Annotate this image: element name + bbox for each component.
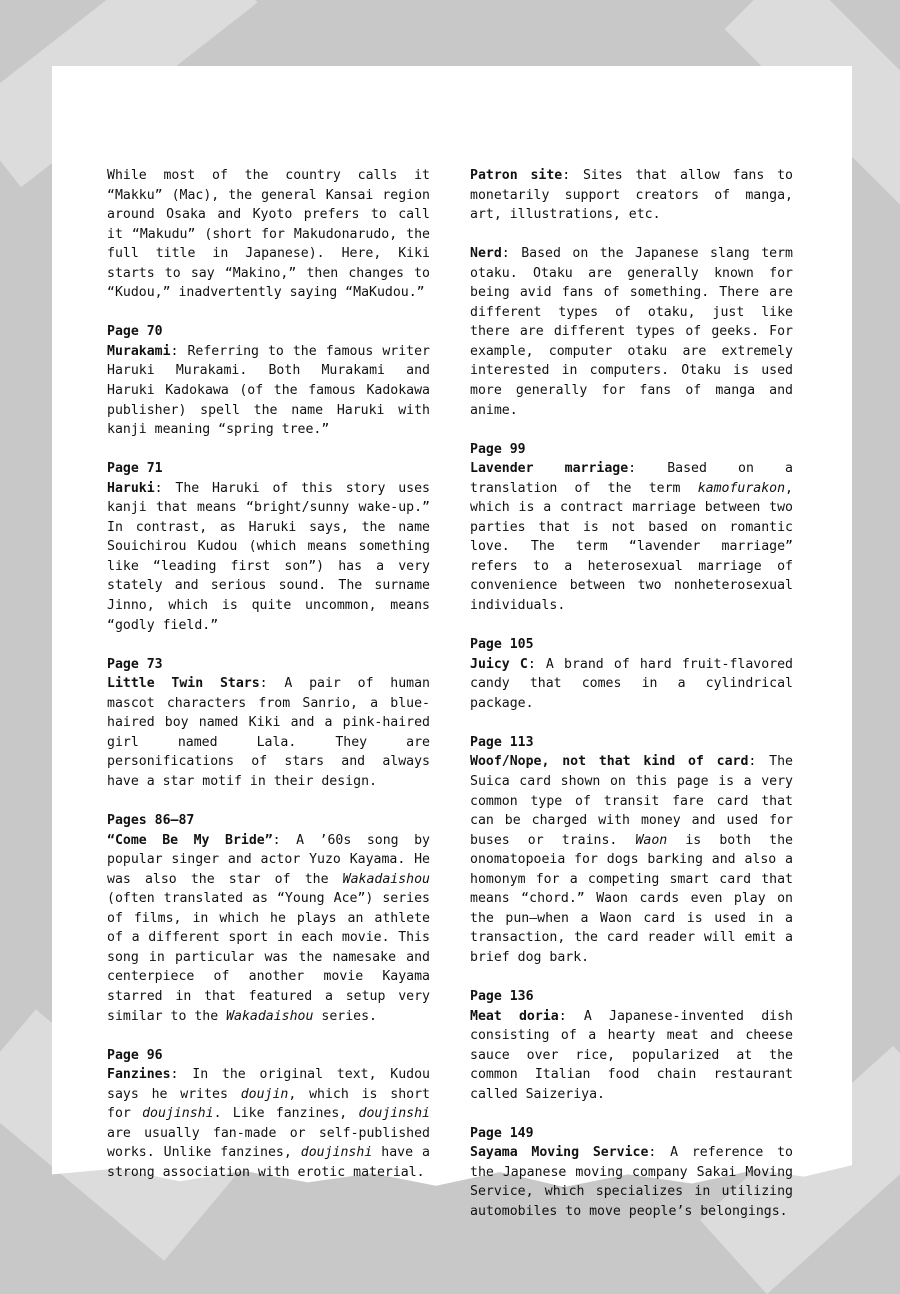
italic-word: doujinshi <box>300 1145 373 1161</box>
term: Nerd <box>470 246 502 262</box>
note-entry <box>107 322 430 439</box>
definition: : A reference to the Japanese moving company Sakai Moving Service, which specializes in utilizing automobiles to move people’s belongings. <box>470 1145 793 1219</box>
italic-word: kamofurakon <box>697 480 786 496</box>
entry-text <box>107 479 430 635</box>
entry-text <box>470 166 793 225</box>
entry-text <box>107 342 430 440</box>
entry-text <box>470 655 793 714</box>
page-heading: Page 149 <box>470 1125 534 1141</box>
term: Patron site <box>470 168 563 183</box>
page-heading: Page 96 <box>107 1047 163 1063</box>
term: Fanzines <box>107 1067 171 1083</box>
definition: : A Japanese-invented dish consisting of a hearty meat and cheese sauce over rice, popularized at the common Italian food chain restaurant called Saizeriya. <box>470 1008 793 1102</box>
term: Little Twin Stars <box>107 676 260 692</box>
definition-part: : A ’60s song by popular singer and actor Yuzo Kayama. He was also the star of the <box>107 832 430 887</box>
right-column <box>470 166 793 1241</box>
definition-part: series. <box>313 1008 377 1024</box>
entry-text <box>107 1065 430 1182</box>
page-heading: Page 113 <box>470 734 534 750</box>
definition: : The Haruki of this story uses kanji that means “bright/sunny wake-up.” In contrast, as Haruki says, the name Souichirou Kudou (which means something like “leading first son”) has a very stately and serious sound. The surname Jinno, which is quite uncommon, means “godly field.” <box>107 480 430 633</box>
note-entry <box>470 987 793 1104</box>
entry-text <box>470 752 793 967</box>
note-entry <box>107 655 430 792</box>
definition-part: are usually fan-made or self-published works. Unlike fanzines, <box>107 1125 430 1161</box>
entry-text <box>470 1007 793 1105</box>
italic-word: doujinshi <box>142 1106 214 1122</box>
term: “Come Be My Bride” <box>107 832 273 848</box>
term: Murakami <box>107 343 171 359</box>
italic-title: Wakadaishou <box>226 1008 314 1024</box>
definition-part: (often translated as “Young Ace”) series of films, in which he plays an athlete of a different sport in each movie. This song in particular was the namesake and centerpiece of another movie Kayama starred in that featured a setup very similar to the <box>107 891 430 1024</box>
term: Lavender marriage <box>470 461 629 477</box>
page-heading: Page 70 <box>107 324 163 340</box>
page-heading: Page 105 <box>470 637 534 653</box>
definition: : Based on the Japanese slang term otaku. Otaku are generally known for being avid fans of something. There are different types of otaku, just like there are different types of geeks. For example, computer otaku are extremely interested in computers. Otaku is used more generally for fans of manga and anime. <box>470 246 793 418</box>
italic-word: doujin <box>240 1086 289 1102</box>
entry-text <box>470 1143 793 1221</box>
italic-word: Waon <box>635 832 668 848</box>
definition-part: : In the original text, Kudou says he writes <box>107 1067 430 1102</box>
page-heading: Pages 86–87 <box>107 813 195 829</box>
definition: : A brand of hard fruit-flavored candy that comes in a cylindrical package. <box>470 656 793 711</box>
definition: : Sites that allow fans to monetarily support creators of manga, art, illustrations, etc. <box>470 168 793 223</box>
note-entry <box>470 1124 793 1222</box>
entry-text: While most of the country calls it “Makku” (Mac), the general Kansai region around Osaka and Kyoto prefers to call it “Makudu” (short for Makudonarudo, the full title in Japanese). Here, Kiki starts to say “Makino,” then changes to “Kudou,” inadvertently saying “MaKudou.” <box>107 168 430 301</box>
intro-entry <box>107 166 430 303</box>
definition-part: is both the onomatopoeia for dogs barking and also a homonym for a competing smart card that means “chord.” Waon cards even play on the pun—when a Waon card is used in a transaction, the card reader will emit a brief dog bark. <box>470 832 793 965</box>
definition: : Referring to the famous writer Haruki Murakami. Both Murakami and Haruki Kadokawa (of the famous Kadokawa publisher) spell the name Haruki with kanji meaning “spring tree.” <box>107 343 430 438</box>
definition-part: . Like fanzines, <box>213 1106 359 1122</box>
entry-text <box>107 674 430 791</box>
term: Sayama Moving Service <box>470 1145 649 1161</box>
entry-text <box>107 831 430 1026</box>
term: Haruki <box>107 480 155 496</box>
definition-part: : Based on a translation of the term <box>470 461 793 496</box>
left-column <box>107 166 430 1202</box>
term: Meat doria <box>470 1008 559 1024</box>
italic-word: doujinshi <box>358 1106 430 1122</box>
italic-title: Wakadaishou <box>342 871 430 887</box>
page-heading: Page 73 <box>107 656 163 672</box>
note-entry <box>107 811 430 1026</box>
page-heading: Page 71 <box>107 461 163 477</box>
definition: : A pair of human mascot characters from Sanrio, a blue-haired boy named Kiki and a pink-haired girl named Lala. They are personifications of stars and always have a star motif in their design. <box>107 676 430 789</box>
term: Juicy C <box>470 656 528 672</box>
note-entry <box>470 244 793 420</box>
entry-text <box>470 244 793 420</box>
definition-part: : The Suica card shown on this page is a very common type of transit fare card that can be charged with money and used for buses or trains. <box>470 754 793 848</box>
definition-part: have a strong association with erotic material. <box>107 1145 430 1180</box>
term: Woof/Nope, not that kind of card <box>470 754 749 770</box>
note-entry <box>470 733 793 968</box>
page-heading: Page 99 <box>470 441 526 457</box>
definition-part: , which is short for <box>107 1086 430 1122</box>
note-entry <box>107 1046 430 1183</box>
note-entry <box>107 459 430 635</box>
entry-text <box>470 459 793 615</box>
definition-part: , which is a contract marriage between two parties that is not based on romantic love. The term “lavender marriage” refers to a heterosexual marriage of convenience between two nonheterosexual individuals. <box>470 480 793 614</box>
note-entry <box>470 166 793 225</box>
note-entry <box>470 635 793 713</box>
page-heading: Page 136 <box>470 988 534 1004</box>
note-entry <box>470 440 793 616</box>
